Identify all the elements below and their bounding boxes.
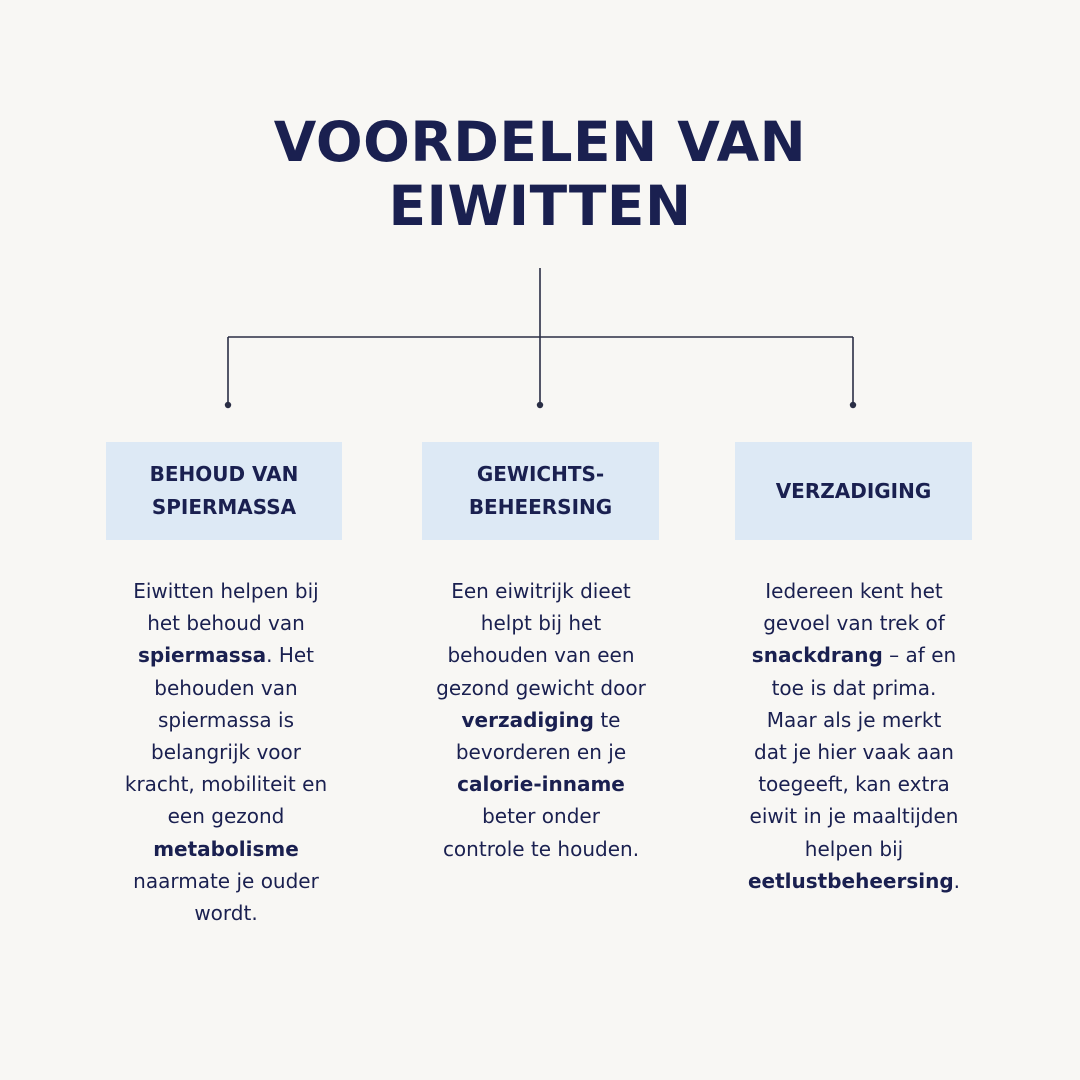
description-line (410, 833, 672, 865)
emphasis-text: snackdrang (751, 643, 883, 668)
body-text: naarmate je ouder (133, 868, 319, 893)
body-text: toegeeft, kan extra (758, 772, 950, 797)
body-text: belangrijk voor (151, 740, 301, 765)
description-line (723, 575, 985, 607)
heading-line: SPIERMASSA (151, 495, 297, 519)
body-text: behouden van (154, 675, 298, 700)
description-line (410, 704, 672, 736)
connector-dot-center (537, 402, 543, 408)
description-line (723, 672, 985, 704)
body-text: Eiwitten helpen bij (133, 579, 319, 603)
heading-box-gewichtsbeheersing (422, 442, 659, 540)
title-line-2: EIWITTEN (388, 174, 692, 238)
description-line (723, 800, 985, 832)
body-text: kracht, mobiliteit en (124, 772, 328, 797)
emphasis-text: metabolisme (153, 836, 299, 861)
description-line (96, 639, 356, 671)
body-text: . Het (266, 643, 315, 668)
body-text: dat je hier vaak aan (754, 740, 954, 765)
description-line (96, 865, 356, 897)
body-text: helpen bij (804, 836, 904, 861)
emphasis-text: eetlustbeheersing (747, 868, 954, 893)
description-line (723, 833, 985, 865)
description-line (410, 736, 672, 768)
description-line (410, 800, 672, 832)
description-line (723, 639, 985, 671)
description-gewichtsbeheersing (410, 575, 672, 865)
body-text: eiwit in je maaltijden (749, 804, 959, 829)
emphasis-text: calorie-inname (457, 772, 625, 797)
description-line (723, 736, 985, 768)
description-line (96, 833, 356, 865)
description-line (96, 897, 356, 929)
body-text: bevorderen en je (455, 740, 627, 765)
heading-line: BEHEERSING (468, 495, 613, 519)
connector-dot-left (225, 402, 231, 408)
description-line (96, 607, 356, 639)
description-line (96, 704, 356, 736)
heading-box-spiermassa (106, 442, 342, 540)
description-spiermassa (96, 575, 356, 929)
body-text: wordt. (194, 901, 258, 926)
description-line (410, 607, 672, 639)
body-text: Een eiwitrijk dieet (451, 579, 631, 603)
body-text: beter onder (482, 804, 600, 829)
description-verzadiging (723, 575, 985, 897)
body-text: helpt bij het (480, 611, 602, 636)
body-text: Maar als je merkt (766, 707, 942, 732)
body-text: het behoud van (147, 611, 305, 636)
description-line (96, 800, 356, 832)
description-line (723, 704, 985, 736)
description-line (410, 672, 672, 704)
body-text: te (593, 707, 621, 732)
description-line (723, 865, 985, 897)
description-line (410, 639, 672, 671)
description-line (96, 768, 356, 800)
body-text: een gezond (167, 804, 285, 829)
body-text: toe is dat prima. (771, 675, 937, 700)
body-text: gevoel van trek of (763, 611, 945, 636)
connector-dot-right (850, 402, 856, 408)
emphasis-text: verzadiging (461, 707, 594, 732)
emphasis-text: spiermassa (137, 643, 267, 668)
description-line (410, 768, 672, 800)
description-line (96, 672, 356, 704)
heading-line: VERZADIGING (775, 478, 932, 503)
body-text: controle te houden. (442, 836, 640, 861)
body-text: behouden van een (447, 643, 635, 668)
description-line (410, 575, 672, 607)
body-text: Iedereen kent het (765, 579, 943, 603)
body-text: . (953, 868, 961, 893)
title-line-1: VOORDELEN VAN (273, 110, 807, 174)
heading-box-verzadiging (735, 442, 972, 540)
description-line (96, 736, 356, 768)
description-line (723, 607, 985, 639)
heading-line: GEWICHTS- (476, 462, 605, 486)
description-line (96, 575, 356, 607)
heading-line: BEHOUD VAN (149, 462, 299, 486)
description-line (723, 768, 985, 800)
body-text: spiermassa is (157, 707, 294, 732)
body-text: – af en (882, 643, 957, 668)
body-text: gezond gewicht door (436, 675, 646, 700)
